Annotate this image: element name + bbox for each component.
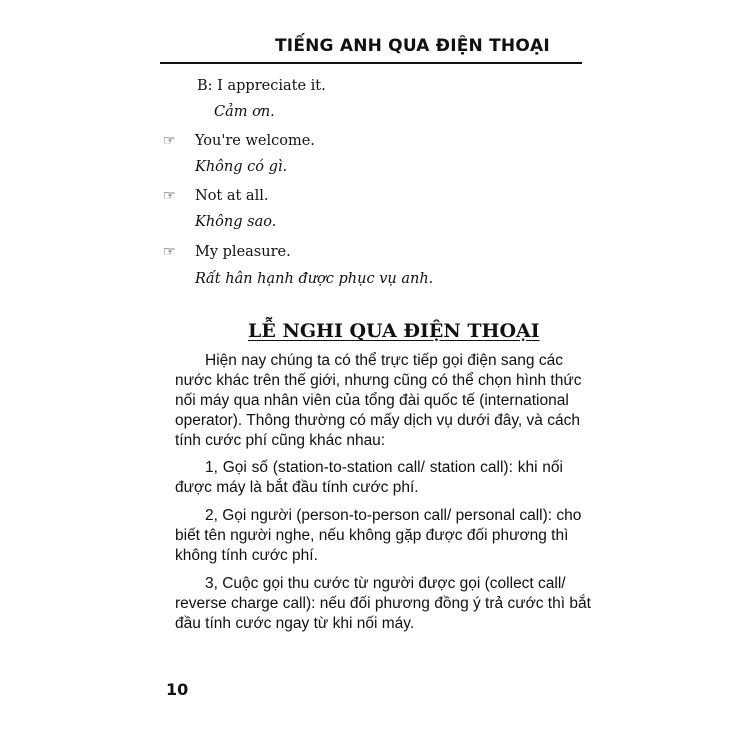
list-item-line: được máy là bắt đầu tính cước phí.: [175, 479, 419, 496]
dialogue-line: Not at all.: [195, 188, 269, 204]
dialogue-translation: Không có gì.: [195, 159, 288, 175]
dialogue-line: You're welcome.: [195, 133, 315, 149]
dialogue-line: B: I appreciate it.: [197, 78, 326, 94]
paragraph-line: tính cước phí cũng khác nhau:: [175, 432, 386, 449]
list-item-line: không tính cước phí.: [175, 547, 318, 564]
header-rule: [160, 62, 582, 64]
list-item-line: biết tên người nghe, nếu không gặp được đối phương thì: [175, 527, 569, 544]
paragraph-line: Hiện nay chúng ta có thể trực tiếp gọi điện sang các: [205, 352, 563, 369]
list-item-line: reverse charge call): nếu đối phương đồng ý trả cước thì bắt: [175, 595, 591, 612]
list-item-line: 2, Gọi người (person-to-person call/ personal call): cho: [205, 507, 582, 524]
list-item-line: 1, Gọi số (station-to-station call/ station call): khi nối: [205, 459, 563, 476]
pointing-hand-icon: ☞: [163, 244, 176, 260]
paragraph-line: nước khác trên thế giới, nhưng cũng có thể chọn hình thức: [175, 372, 582, 389]
dialogue-line: My pleasure.: [195, 244, 291, 260]
list-item-line: 3, Cuộc gọi thu cước từ người được gọi (collect call/: [205, 575, 566, 592]
list-item-line: đầu tính cước ngay từ khi nối máy.: [175, 615, 415, 632]
paragraph-line: operator). Thông thường có mấy dịch vụ dưới đây, và cách: [175, 412, 580, 429]
page-number: 10: [166, 680, 189, 699]
paragraph-line: nối máy qua nhân viên của tổng đài quốc tế (international: [175, 392, 569, 409]
dialogue-translation: Không sao.: [195, 214, 277, 230]
pointing-hand-icon: ☞: [163, 133, 176, 149]
dialogue-translation: Cảm ơn.: [214, 104, 275, 120]
section-title: LỄ NGHI QUA ĐIỆN THOẠI: [248, 320, 540, 342]
pointing-hand-icon: ☞: [163, 188, 176, 204]
running-header: TIẾNG ANH QUA ĐIỆN THOẠI: [275, 36, 550, 56]
dialogue-translation: Rất hân hạnh được phục vụ anh.: [195, 271, 434, 287]
